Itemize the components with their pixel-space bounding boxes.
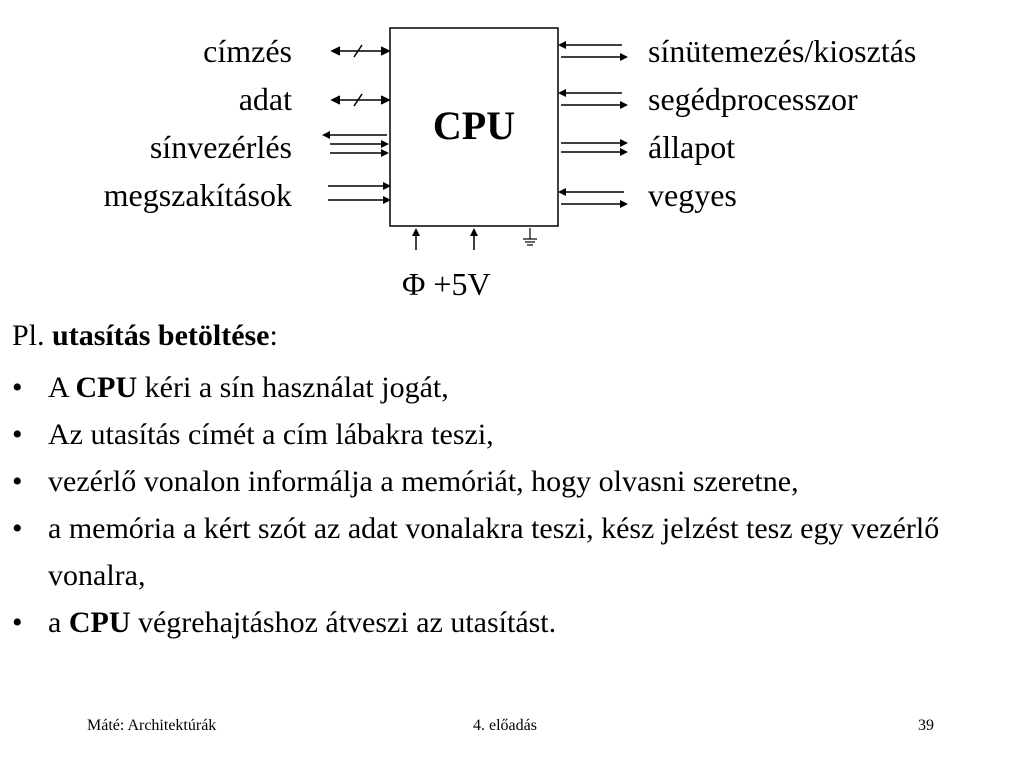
bullet-text: végrehajtáshoz átveszi az utasítást. [130,606,557,639]
bullet-dot: • [12,512,23,545]
bullet-text: kéri a sín használat jogát, [137,371,449,404]
cpu-label: CPU [432,103,516,148]
heading-prefix: Pl. [12,319,45,352]
power-pin-arrow [470,228,478,250]
bullet-list [12,364,1002,646]
footer-lecture: 4. előadás [473,717,537,734]
clock-pin-arrow [412,228,420,250]
bullet-dot: • [12,418,23,451]
ground-icon [523,228,537,245]
signal-label-interrupts: megszakítások [103,177,292,213]
bullet-text: vezérlő vonalon informálja a memóriát, hogy olvasni szeretne, [48,465,799,498]
bus-control-arrows [322,131,389,157]
clock-symbol: Φ [402,266,426,302]
bullet-dot: • [12,371,23,404]
signal-label-coprocessor: segédprocesszor [648,81,858,117]
bullet-text: a memória a kért szót az adat vonalakra teszi, kész jelzést tesz egy vezérlő vonalra, [48,512,940,592]
bullet-item [12,599,1002,646]
data-bus-arrow [332,94,389,106]
bus-arbitration-arrows [558,41,628,61]
address-bus-arrow [332,45,389,57]
bullet-item [12,458,1002,505]
footer-author: Máté: Architektúrák [87,717,217,734]
bullet-text: Az utasítás címét a cím lábakra teszi, [48,418,494,451]
bullet-text: a [48,606,69,639]
signal-label-address: címzés [203,33,292,69]
footer-page-number: 39 [918,717,934,734]
heading-suffix: : [269,319,278,352]
bullet-dot: • [12,606,23,639]
coprocessor-arrows [558,89,628,109]
bullet-text: A [48,371,76,404]
heading-bold: utasítás betöltése [52,319,270,352]
signal-label-bus-control: sínvezérlés [149,129,292,165]
status-arrows [561,139,628,156]
supply-voltage: +5V [433,266,491,302]
bullet-item [12,505,1002,599]
signal-label-data: adat [238,81,292,117]
signal-label-misc: vegyes [648,177,737,213]
interrupt-arrows [328,182,391,204]
bullet-item [12,411,1002,458]
bullet-bold: CPU [68,606,131,639]
signal-label-status: állapot [648,129,736,165]
example-heading [12,316,278,356]
bullet-item [12,364,1002,411]
power-pin-labels [402,264,491,304]
bullet-bold: CPU [75,371,138,404]
misc-arrows [558,188,628,208]
bullet-dot: • [12,465,23,498]
signal-label-bus-arbitration: sínütemezés/kiosztás [648,33,917,69]
